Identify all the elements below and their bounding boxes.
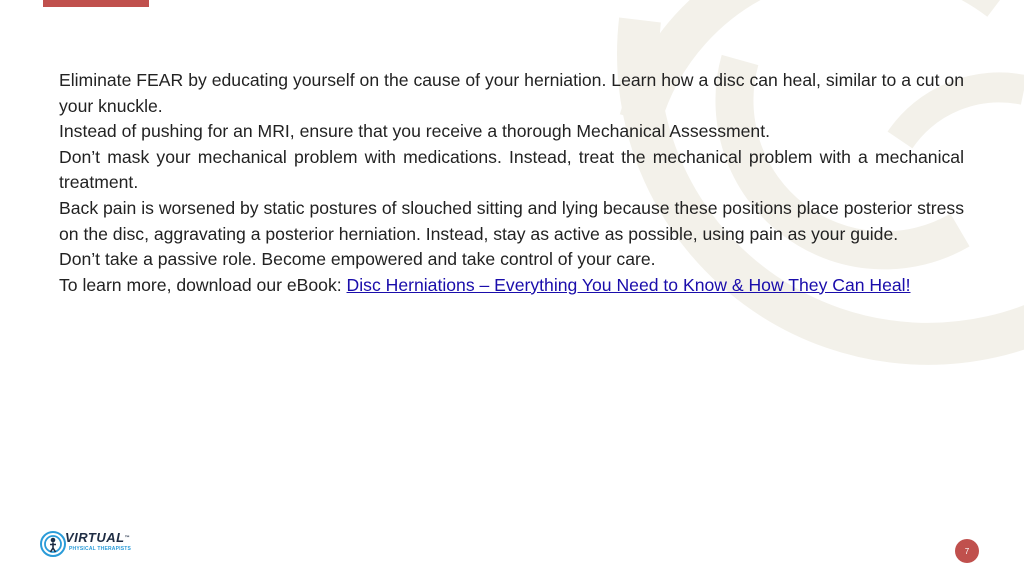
paragraph-fear: Eliminate FEAR by educating yourself on the cause of your herniation. Learn how a disc can heal, similar to a cut on your knuckle. xyxy=(59,70,964,116)
logo-tagline: PHYSICAL THERAPISTS xyxy=(69,546,132,552)
paragraph-postures: Back pain is worsened by static postures of slouched sitting and lying because these positions place posterior stress on the disc, aggravating a posterior herniation. Instead, stay as active as possible, using pain as your guide. xyxy=(59,197,964,244)
paragraph-medications: Don’t mask your mechanical problem with medications. Instead, treat the mechanical problem with a mechanical treatment. xyxy=(59,146,964,193)
top-accent-bar xyxy=(43,0,149,7)
logo-person-waves-icon xyxy=(39,530,67,558)
company-logo xyxy=(39,528,139,560)
ebook-link[interactable]: Disc Herniations – Everything You Need to Know & How They Can Heal! xyxy=(346,274,911,295)
paragraph-ebook xyxy=(59,273,964,299)
logo-wordmark: VIRTUAL™ xyxy=(65,530,131,545)
slide-body xyxy=(59,68,964,298)
ebook-prefix: To learn more, download our eBook: xyxy=(59,274,347,295)
paragraph-empowered: Don’t take a passive role. Become empowered and take control of your care. xyxy=(59,249,656,270)
paragraph-mri: Instead of pushing for an MRI, ensure that you receive a thorough Mechanical Assessment. xyxy=(59,121,770,142)
page-number-badge: 7 xyxy=(955,539,979,563)
